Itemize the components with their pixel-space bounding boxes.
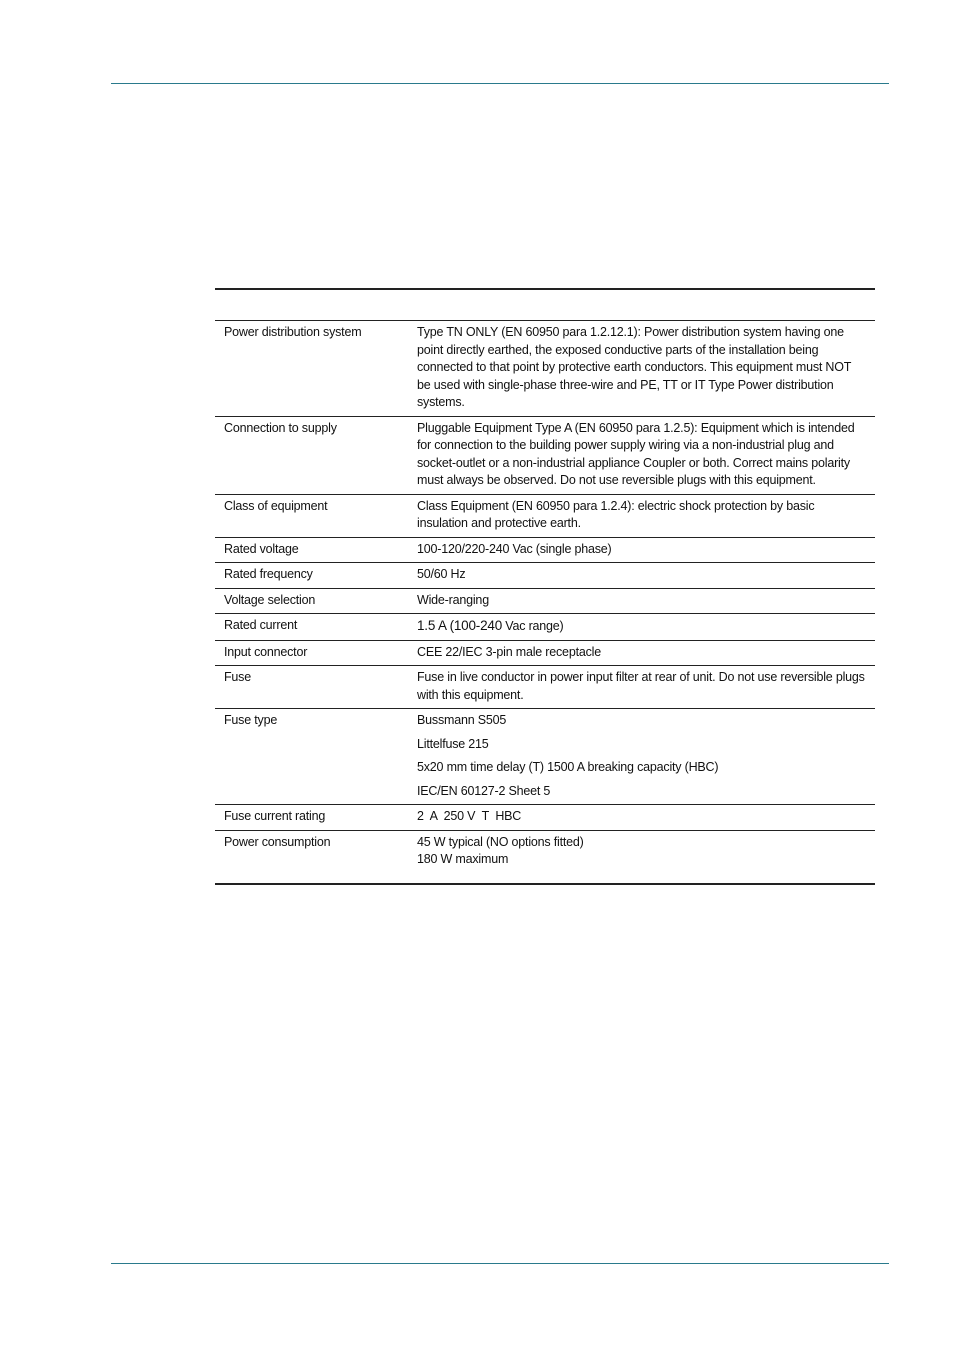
fuse-type-item: Bussmann S505	[417, 713, 507, 727]
row-label: Rated current	[215, 614, 408, 641]
row-label: Voltage selection	[215, 588, 408, 614]
row-value: Class Equipment (EN 60950 para 1.2.4): electric shock protection by basic insulation and protective earth.	[408, 494, 875, 537]
table-row	[215, 563, 875, 589]
row-label: Connection to supply	[215, 416, 408, 494]
row-label: Rated frequency	[215, 563, 408, 589]
table-row	[215, 321, 875, 417]
row-value: 2 A 250 V T HBC	[408, 805, 875, 831]
table-header-cell	[215, 289, 875, 321]
header-rule	[111, 83, 889, 84]
table-row	[215, 805, 875, 831]
table-row	[215, 494, 875, 537]
row-value: 100-120/220-240 Vac (single phase)	[408, 537, 875, 563]
row-label: Class of equipment	[215, 494, 408, 537]
fuse-type-item: IEC/EN 60127-2 Sheet 5	[417, 783, 551, 798]
table-row	[215, 537, 875, 563]
power-consumption-typical: 45 W typical (NO options fitted)	[417, 834, 584, 849]
table-row	[215, 588, 875, 614]
row-value	[408, 709, 875, 805]
row-value: Type TN ONLY (EN 60950 para 1.2.12.1): Power distribution system having one point directly earthed, the exposed conductive parts of the installation being connected to that point by protective earth conductors. This equipment must NOT be used with single-phase three-wire and PE, TT or IT Type Power distribution systems.	[408, 321, 875, 417]
row-label: Power consumption	[215, 830, 408, 884]
row-value	[408, 614, 875, 641]
table-row	[215, 614, 875, 641]
rated-current-range: Vac range)	[502, 619, 564, 633]
row-label: Fuse	[215, 666, 408, 709]
row-label: Input connector	[215, 640, 408, 666]
table-row	[215, 709, 875, 805]
row-value: Pluggable Equipment Type A (EN 60950 para 1.2.5): Equipment which is intended for connection to the building power supply wiring via a non-industrial plug and socket-outlet or a non-industrial appliance Coupler or both. Correct mains polarity must always be observed. Do not use reversible plugs with this equipment.	[408, 416, 875, 494]
table-row	[215, 830, 875, 884]
row-label: Fuse type	[215, 709, 408, 805]
row-value: 50/60 Hz	[408, 563, 875, 589]
table-row	[215, 666, 875, 709]
row-label: Rated voltage	[215, 537, 408, 563]
power-consumption-maximum: 180 W maximum	[417, 852, 509, 866]
table-row	[215, 416, 875, 494]
rated-current-main: 1.5 A (100-240	[417, 618, 503, 633]
footer-rule	[111, 1263, 889, 1264]
fuse-type-item: 5x20 mm time delay (T) 1500 A breaking capacity (HBC)	[417, 760, 719, 774]
row-value: CEE 22/IEC 3-pin male receptacle	[408, 640, 875, 666]
electrical-specification-table	[215, 288, 875, 885]
row-label: Fuse current rating	[215, 805, 408, 831]
table-header	[215, 289, 875, 321]
fuse-type-item: Littelfuse 215	[417, 736, 489, 751]
row-value: Fuse in live conductor in power input filter at rear of unit. Do not use reversible plugs with this equipment.	[408, 666, 875, 709]
row-value: Wide-ranging	[408, 588, 875, 614]
row-value	[408, 830, 875, 884]
row-label: Power distribution system	[215, 321, 408, 417]
table-row	[215, 640, 875, 666]
